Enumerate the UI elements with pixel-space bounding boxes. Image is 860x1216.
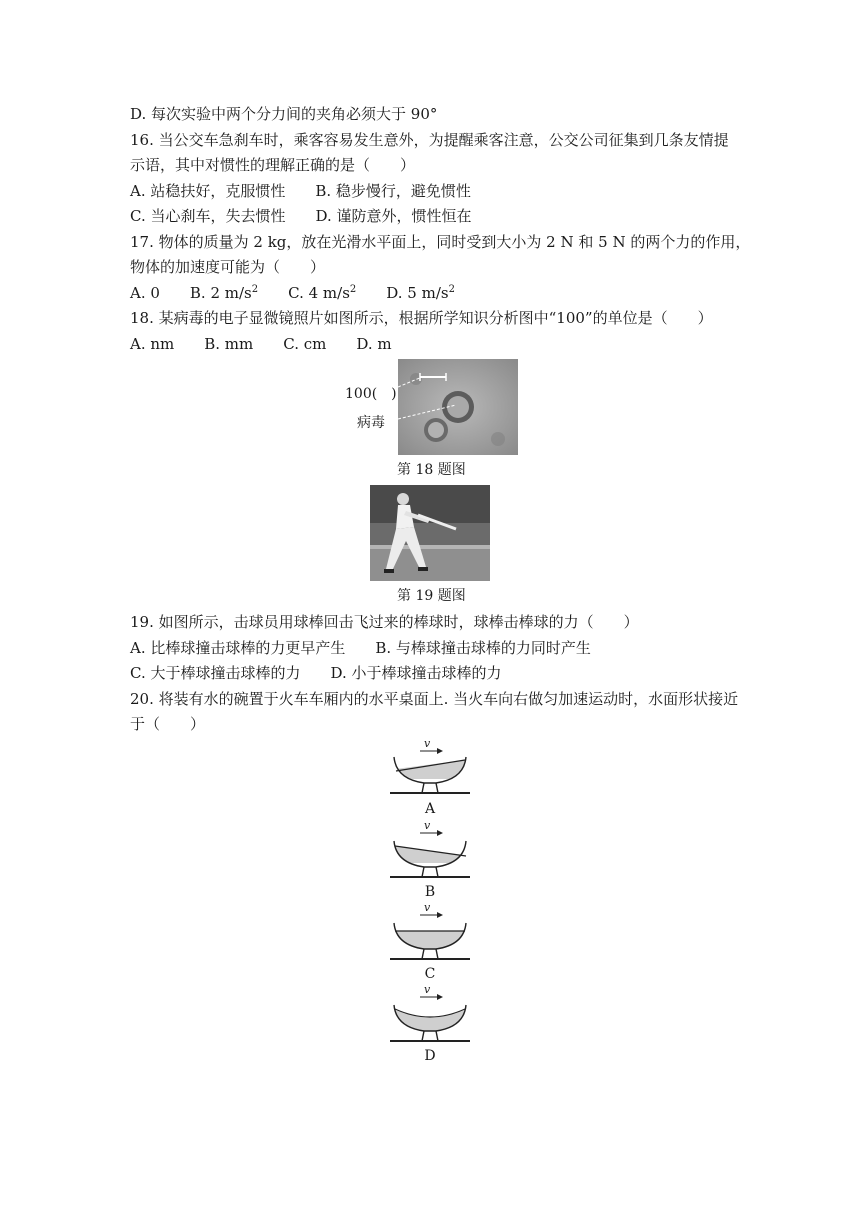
q17-option-ab: A. 0 B. 2 m/s xyxy=(130,284,252,302)
fig18-caption: 第 18 题图 xyxy=(397,462,466,478)
bowl-label-b: B xyxy=(424,884,436,900)
q15-option-d: D. 每次实验中两个分力间的夹角必须大于 90° xyxy=(130,105,438,123)
superscript: 2 xyxy=(448,284,455,295)
baseball-batter-photo xyxy=(370,485,490,581)
q17-stem-line2: 物体的加速度可能为（ ） xyxy=(130,258,326,276)
velocity-label: v xyxy=(424,903,431,914)
q18-options: A. nm B. mm C. cm D. m xyxy=(130,335,392,353)
superscript: 2 xyxy=(349,284,357,295)
superscript: 2 xyxy=(251,284,259,295)
q19-stem: 19. 如图所示，击球员用球棒回击飞过来的棒球时，球棒击棒球的力（ ） xyxy=(130,613,639,631)
fig19-caption: 第 19 题图 xyxy=(397,588,466,604)
q17-stem-line1: 17. 物体的质量为 2 kg，放在光滑水平面上，同时受到大小为 2 N 和 5 N 的两个力的作用， xyxy=(130,233,751,251)
bowl-label-d: D xyxy=(424,1048,436,1064)
velocity-label: v xyxy=(424,985,431,996)
q18-stem: 18. 某病毒的电子显微镜照片如图所示，根据所学知识分析图中“100”的单位是（ ） xyxy=(130,309,713,327)
q20-stem-line1: 20. 将装有水的碗置于火车车厢内的水平桌面上. 当火车向右做匀加速运动时，水面形状接近 xyxy=(130,690,739,708)
q19-options-ab: A. 比棒球撞击球棒的力更早产生 B. 与棒球撞击球棒的力同时产生 xyxy=(130,639,591,657)
bowl-diagram-d xyxy=(388,985,472,1045)
scale-bar-label: 100( ) xyxy=(345,386,397,402)
bowl-label-a: A xyxy=(424,801,436,817)
bowl-diagram-b xyxy=(388,821,472,881)
q20-stem-line2: 于（ ） xyxy=(130,715,206,733)
q17-options xyxy=(130,283,455,303)
virus-micrograph xyxy=(398,359,518,455)
bowl-diagram-a xyxy=(388,737,472,797)
q16-stem-line2: 示语，其中对惯性的理解正确的是（ ） xyxy=(130,156,416,174)
velocity-label: v xyxy=(424,737,431,750)
q16-stem-line1: 16. 当公交车急刹车时，乘客容易发生意外，为提醒乘客注意，公交公司征集到几条友情提 xyxy=(130,131,729,149)
velocity-label: v xyxy=(424,821,431,832)
bowl-diagram-c xyxy=(388,903,472,963)
q17-option-d: D. 5 m/s xyxy=(356,284,449,302)
q16-options-ab: A. 站稳扶好，克服惯性 B. 稳步慢行，避免惯性 xyxy=(130,182,471,200)
q17-option-c: C. 4 m/s xyxy=(258,284,350,302)
q19-options-cd: C. 大于棒球撞击球棒的力 D. 小于棒球撞击球棒的力 xyxy=(130,664,502,682)
q16-options-cd: C. 当心刹车，失去惯性 D. 谨防意外，惯性恒在 xyxy=(130,207,472,225)
bowl-label-c: C xyxy=(424,966,436,982)
virus-label: 病毒 xyxy=(357,415,385,431)
